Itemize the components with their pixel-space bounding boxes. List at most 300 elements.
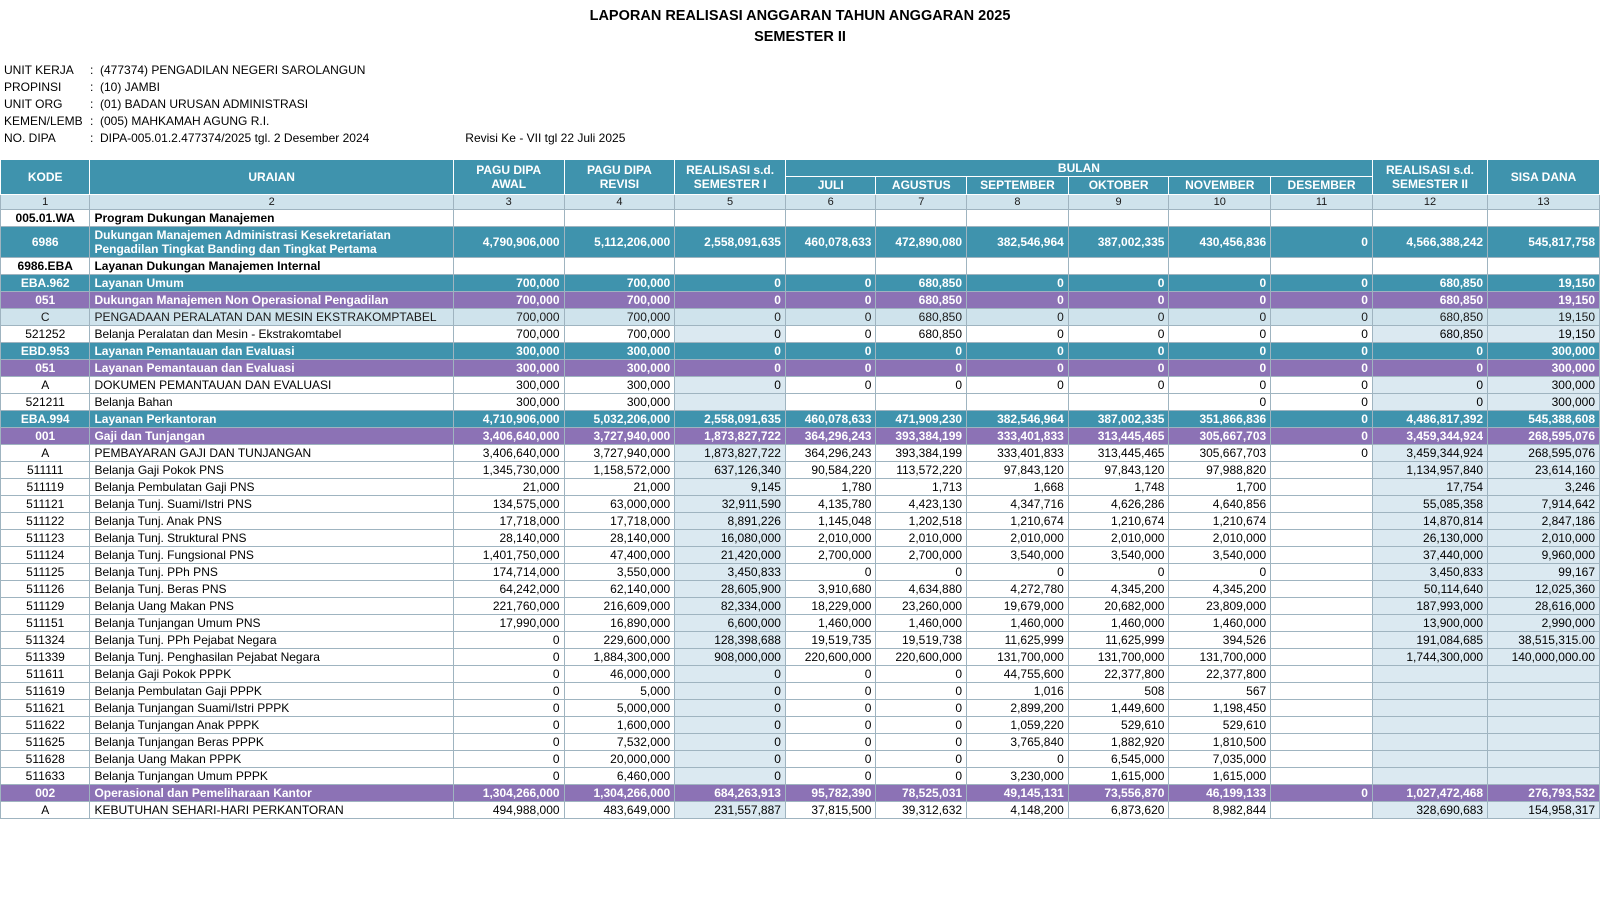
meta-value-unit-org: (01) BADAN URUSAN ADMINISTRASI bbox=[100, 97, 309, 112]
colnum-7: 7 bbox=[876, 194, 967, 210]
cell-col-10: 0 bbox=[1169, 343, 1271, 360]
cell-kode: 6986 bbox=[1, 227, 90, 258]
colnum-1: 1 bbox=[1, 194, 90, 210]
cell-col-3: 0 bbox=[453, 700, 564, 717]
cell-col-6: 0 bbox=[785, 683, 876, 700]
cell-col-11 bbox=[1271, 768, 1373, 785]
cell-col-10: 0 bbox=[1169, 377, 1271, 394]
cell-col-11: 0 bbox=[1271, 428, 1373, 445]
cell-col-9: 97,843,120 bbox=[1068, 462, 1169, 479]
cell-col-4: 5,000,000 bbox=[564, 700, 675, 717]
cell-col-7: 0 bbox=[876, 377, 967, 394]
cell-col-9: 0 bbox=[1068, 564, 1169, 581]
th-kode: KODE bbox=[1, 160, 90, 194]
cell-col-12 bbox=[1372, 700, 1487, 717]
table-row bbox=[1, 275, 1600, 292]
cell-col-12: 1,027,472,468 bbox=[1372, 785, 1487, 802]
cell-col-9: 1,460,000 bbox=[1068, 615, 1169, 632]
cell-col-5 bbox=[675, 258, 786, 275]
cell-uraian: Layanan Perkantoran bbox=[90, 411, 453, 428]
cell-col-9: 1,882,920 bbox=[1068, 734, 1169, 751]
cell-col-3 bbox=[453, 258, 564, 275]
table-row bbox=[1, 462, 1600, 479]
cell-col-6: 1,460,000 bbox=[785, 615, 876, 632]
colnum-11: 11 bbox=[1271, 194, 1373, 210]
meta-value-revisi: Revisi Ke - VII tgl 22 Juli 2025 bbox=[465, 131, 626, 146]
cell-col-5: 637,126,340 bbox=[675, 462, 786, 479]
cell-kode: 511124 bbox=[1, 547, 90, 564]
cell-uraian: Belanja Gaji Pokok PPPK bbox=[90, 666, 453, 683]
cell-col-6: 364,296,243 bbox=[785, 445, 876, 462]
cell-col-3: 300,000 bbox=[453, 360, 564, 377]
cell-kode: 001 bbox=[1, 428, 90, 445]
cell-kode: 511633 bbox=[1, 768, 90, 785]
cell-col-11 bbox=[1271, 496, 1373, 513]
th-oktober: OKTOBER bbox=[1068, 177, 1169, 194]
cell-col-11 bbox=[1271, 479, 1373, 496]
cell-col-10: 1,198,450 bbox=[1169, 700, 1271, 717]
cell-col-7: 680,850 bbox=[876, 292, 967, 309]
cell-col-13: 19,150 bbox=[1488, 292, 1600, 309]
th-juli: JULI bbox=[785, 177, 876, 194]
cell-col-4: 62,140,000 bbox=[564, 581, 675, 598]
cell-uraian: Program Dukungan Manajemen bbox=[90, 210, 453, 227]
cell-col-13: 300,000 bbox=[1488, 377, 1600, 394]
cell-kode: 511339 bbox=[1, 649, 90, 666]
cell-col-7 bbox=[876, 258, 967, 275]
cell-col-6: 4,135,780 bbox=[785, 496, 876, 513]
cell-col-6: 0 bbox=[785, 734, 876, 751]
cell-col-8: 11,625,999 bbox=[967, 632, 1069, 649]
cell-col-13: 2,990,000 bbox=[1488, 615, 1600, 632]
cell-uraian: PEMBAYARAN GAJI DAN TUNJANGAN bbox=[90, 445, 453, 462]
cell-col-5: 32,911,590 bbox=[675, 496, 786, 513]
cell-col-4: 3,727,940,000 bbox=[564, 428, 675, 445]
cell-col-13: 268,595,076 bbox=[1488, 428, 1600, 445]
cell-col-11 bbox=[1271, 649, 1373, 666]
cell-col-12: 55,085,358 bbox=[1372, 496, 1487, 513]
cell-uraian: Belanja Uang Makan PPPK bbox=[90, 751, 453, 768]
cell-col-13: 545,817,758 bbox=[1488, 227, 1600, 258]
cell-col-4: 63,000,000 bbox=[564, 496, 675, 513]
cell-uraian: Belanja Uang Makan PNS bbox=[90, 598, 453, 615]
cell-col-12 bbox=[1372, 751, 1487, 768]
table-row bbox=[1, 632, 1600, 649]
table-row bbox=[1, 445, 1600, 462]
cell-col-7: 1,460,000 bbox=[876, 615, 967, 632]
cell-col-10: 0 bbox=[1169, 275, 1271, 292]
cell-col-3: 1,401,750,000 bbox=[453, 547, 564, 564]
cell-col-3: 300,000 bbox=[453, 394, 564, 411]
cell-col-9: 0 bbox=[1068, 360, 1169, 377]
cell-col-10: 1,700 bbox=[1169, 479, 1271, 496]
cell-col-5: 8,891,226 bbox=[675, 513, 786, 530]
cell-col-5: 0 bbox=[675, 734, 786, 751]
cell-kode: 005.01.WA bbox=[1, 210, 90, 227]
cell-col-11: 0 bbox=[1271, 785, 1373, 802]
cell-kode: 511111 bbox=[1, 462, 90, 479]
cell-kode: 511611 bbox=[1, 666, 90, 683]
cell-col-10: 305,667,703 bbox=[1169, 428, 1271, 445]
cell-col-10: 4,345,200 bbox=[1169, 581, 1271, 598]
cell-col-4: 483,649,000 bbox=[564, 802, 675, 819]
cell-col-6: 0 bbox=[785, 751, 876, 768]
cell-col-12: 3,459,344,924 bbox=[1372, 445, 1487, 462]
cell-col-10: 131,700,000 bbox=[1169, 649, 1271, 666]
cell-col-12: 1,744,300,000 bbox=[1372, 649, 1487, 666]
cell-col-12: 328,690,683 bbox=[1372, 802, 1487, 819]
cell-col-6: 0 bbox=[785, 309, 876, 326]
cell-col-9: 0 bbox=[1068, 343, 1169, 360]
cell-kode: EBA.962 bbox=[1, 275, 90, 292]
cell-col-8: 0 bbox=[967, 564, 1069, 581]
cell-col-4 bbox=[564, 210, 675, 227]
cell-col-5: 231,557,887 bbox=[675, 802, 786, 819]
table-row bbox=[1, 394, 1600, 411]
cell-col-3: 0 bbox=[453, 768, 564, 785]
cell-col-4 bbox=[564, 258, 675, 275]
cell-col-10: 4,640,856 bbox=[1169, 496, 1271, 513]
cell-col-12 bbox=[1372, 768, 1487, 785]
cell-col-9: 22,377,800 bbox=[1068, 666, 1169, 683]
report-title-line1: LAPORAN REALISASI ANGGARAN TAHUN ANGGARAN 2025 bbox=[589, 8, 1011, 24]
cell-col-9: 313,445,465 bbox=[1068, 445, 1169, 462]
cell-col-7: 19,519,738 bbox=[876, 632, 967, 649]
cell-col-11: 0 bbox=[1271, 343, 1373, 360]
header-row-numbers bbox=[1, 194, 1600, 210]
cell-kode: 521252 bbox=[1, 326, 90, 343]
cell-col-12 bbox=[1372, 210, 1487, 227]
cell-col-9: 11,625,999 bbox=[1068, 632, 1169, 649]
cell-col-12 bbox=[1372, 683, 1487, 700]
cell-col-11 bbox=[1271, 564, 1373, 581]
table-row bbox=[1, 428, 1600, 445]
cell-col-6: 90,584,220 bbox=[785, 462, 876, 479]
cell-col-7: 0 bbox=[876, 343, 967, 360]
th-september: SEPTEMBER bbox=[967, 177, 1069, 194]
meta-sep-2: : bbox=[90, 97, 94, 112]
cell-col-11: 0 bbox=[1271, 445, 1373, 462]
cell-col-6 bbox=[785, 394, 876, 411]
cell-col-5: 0 bbox=[675, 768, 786, 785]
cell-kode: 511621 bbox=[1, 700, 90, 717]
colnum-9: 9 bbox=[1068, 194, 1169, 210]
cell-col-12: 37,440,000 bbox=[1372, 547, 1487, 564]
cell-col-13: 19,150 bbox=[1488, 275, 1600, 292]
cell-col-3: 28,140,000 bbox=[453, 530, 564, 547]
cell-col-5: 16,080,000 bbox=[675, 530, 786, 547]
cell-col-8: 333,401,833 bbox=[967, 428, 1069, 445]
cell-col-4: 47,400,000 bbox=[564, 547, 675, 564]
table-row bbox=[1, 615, 1600, 632]
cell-col-10: 0 bbox=[1169, 564, 1271, 581]
cell-col-10: 1,460,000 bbox=[1169, 615, 1271, 632]
cell-col-13: 12,025,360 bbox=[1488, 581, 1600, 598]
cell-col-8: 0 bbox=[967, 292, 1069, 309]
cell-col-4: 700,000 bbox=[564, 292, 675, 309]
cell-col-6: 19,519,735 bbox=[785, 632, 876, 649]
cell-col-8: 0 bbox=[967, 751, 1069, 768]
cell-col-4: 20,000,000 bbox=[564, 751, 675, 768]
colnum-2: 2 bbox=[90, 194, 453, 210]
cell-col-13: 300,000 bbox=[1488, 394, 1600, 411]
cell-col-3: 700,000 bbox=[453, 275, 564, 292]
cell-col-10: 1,810,500 bbox=[1169, 734, 1271, 751]
cell-uraian: DOKUMEN PEMANTAUAN DAN EVALUASI bbox=[90, 377, 453, 394]
cell-col-5 bbox=[675, 394, 786, 411]
cell-col-10: 0 bbox=[1169, 394, 1271, 411]
cell-col-9: 1,748 bbox=[1068, 479, 1169, 496]
cell-kode: 511151 bbox=[1, 615, 90, 632]
cell-col-11 bbox=[1271, 632, 1373, 649]
cell-col-6: 1,145,048 bbox=[785, 513, 876, 530]
cell-col-7: 2,010,000 bbox=[876, 530, 967, 547]
table-row bbox=[1, 227, 1600, 258]
cell-col-11 bbox=[1271, 717, 1373, 734]
colnum-12: 12 bbox=[1372, 194, 1487, 210]
cell-col-6: 2,700,000 bbox=[785, 547, 876, 564]
cell-col-10: 2,010,000 bbox=[1169, 530, 1271, 547]
cell-uraian: PENGADAAN PERALATAN DAN MESIN EKSTRAKOMPTABEL bbox=[90, 309, 453, 326]
cell-col-3: 64,242,000 bbox=[453, 581, 564, 598]
cell-col-10: 23,809,000 bbox=[1169, 598, 1271, 615]
cell-col-6: 0 bbox=[785, 275, 876, 292]
realisasi-anggaran-table bbox=[0, 159, 1600, 819]
table-row bbox=[1, 292, 1600, 309]
cell-col-3: 3,406,640,000 bbox=[453, 445, 564, 462]
cell-col-9: 1,449,600 bbox=[1068, 700, 1169, 717]
cell-kode: 511125 bbox=[1, 564, 90, 581]
cell-col-10: 8,982,844 bbox=[1169, 802, 1271, 819]
th-realisasi-semester-1: REALISASI s.d. SEMESTER I bbox=[675, 160, 786, 194]
cell-col-5: 28,605,900 bbox=[675, 581, 786, 598]
cell-col-9: 20,682,000 bbox=[1068, 598, 1169, 615]
table-row bbox=[1, 411, 1600, 428]
cell-col-12 bbox=[1372, 734, 1487, 751]
cell-col-4: 1,304,266,000 bbox=[564, 785, 675, 802]
cell-col-7: 393,384,199 bbox=[876, 445, 967, 462]
cell-col-10: 3,540,000 bbox=[1169, 547, 1271, 564]
report-title-line2: SEMESTER II bbox=[754, 29, 846, 46]
cell-uraian: Layanan Dukungan Manajemen Internal bbox=[90, 258, 453, 275]
cell-col-7: 4,423,130 bbox=[876, 496, 967, 513]
cell-col-12 bbox=[1372, 258, 1487, 275]
cell-kode: 511324 bbox=[1, 632, 90, 649]
cell-uraian: Layanan Umum bbox=[90, 275, 453, 292]
cell-kode: A bbox=[1, 377, 90, 394]
cell-col-6: 0 bbox=[785, 343, 876, 360]
cell-col-12: 17,754 bbox=[1372, 479, 1487, 496]
cell-col-8: 0 bbox=[967, 326, 1069, 343]
cell-col-8: 19,679,000 bbox=[967, 598, 1069, 615]
cell-col-12: 680,850 bbox=[1372, 309, 1487, 326]
cell-col-3: 3,406,640,000 bbox=[453, 428, 564, 445]
cell-uraian: Belanja Tunj. PPh Pejabat Negara bbox=[90, 632, 453, 649]
cell-col-7: 39,312,632 bbox=[876, 802, 967, 819]
cell-col-13: 9,960,000 bbox=[1488, 547, 1600, 564]
cell-col-6: 220,600,000 bbox=[785, 649, 876, 666]
cell-col-6: 0 bbox=[785, 292, 876, 309]
cell-col-13 bbox=[1488, 700, 1600, 717]
table-row bbox=[1, 530, 1600, 547]
cell-col-9: 0 bbox=[1068, 292, 1169, 309]
cell-col-6: 1,780 bbox=[785, 479, 876, 496]
cell-col-9: 0 bbox=[1068, 326, 1169, 343]
cell-col-13 bbox=[1488, 210, 1600, 227]
cell-col-13 bbox=[1488, 717, 1600, 734]
table-row bbox=[1, 768, 1600, 785]
cell-col-11 bbox=[1271, 258, 1373, 275]
cell-kode: 002 bbox=[1, 785, 90, 802]
cell-kode: C bbox=[1, 309, 90, 326]
cell-col-13 bbox=[1488, 666, 1600, 683]
cell-col-6 bbox=[785, 258, 876, 275]
cell-col-13: 300,000 bbox=[1488, 360, 1600, 377]
cell-col-12: 0 bbox=[1372, 377, 1487, 394]
cell-col-13: 38,515,315.00 bbox=[1488, 632, 1600, 649]
cell-col-7: 0 bbox=[876, 666, 967, 683]
cell-col-3: 700,000 bbox=[453, 309, 564, 326]
th-realisasi-semester-2: REALISASI s.d. SEMESTER II bbox=[1372, 160, 1487, 194]
table-row bbox=[1, 598, 1600, 615]
cell-col-12: 4,486,817,392 bbox=[1372, 411, 1487, 428]
cell-uraian: Belanja Tunj. Anak PNS bbox=[90, 513, 453, 530]
cell-uraian: Belanja Tunjangan Beras PPPK bbox=[90, 734, 453, 751]
cell-col-13 bbox=[1488, 768, 1600, 785]
table-row bbox=[1, 210, 1600, 227]
cell-col-5: 0 bbox=[675, 292, 786, 309]
cell-col-5: 0 bbox=[675, 275, 786, 292]
cell-col-7: 393,384,199 bbox=[876, 428, 967, 445]
cell-col-11 bbox=[1271, 462, 1373, 479]
table-row bbox=[1, 581, 1600, 598]
colnum-3: 3 bbox=[453, 194, 564, 210]
cell-col-9: 0 bbox=[1068, 377, 1169, 394]
cell-col-4: 17,718,000 bbox=[564, 513, 675, 530]
cell-kode: 511126 bbox=[1, 581, 90, 598]
cell-col-10: 430,456,836 bbox=[1169, 227, 1271, 258]
cell-col-4: 1,600,000 bbox=[564, 717, 675, 734]
cell-col-12: 13,900,000 bbox=[1372, 615, 1487, 632]
cell-col-3: 0 bbox=[453, 683, 564, 700]
cell-col-5: 1,873,827,722 bbox=[675, 445, 786, 462]
cell-col-8: 2,899,200 bbox=[967, 700, 1069, 717]
cell-col-7: 0 bbox=[876, 700, 967, 717]
cell-col-3: 0 bbox=[453, 717, 564, 734]
meta-row-propinsi bbox=[4, 79, 1600, 96]
cell-col-5: 0 bbox=[675, 343, 786, 360]
cell-col-11 bbox=[1271, 683, 1373, 700]
table-row bbox=[1, 377, 1600, 394]
cell-col-13: 268,595,076 bbox=[1488, 445, 1600, 462]
cell-col-5: 21,420,000 bbox=[675, 547, 786, 564]
cell-col-11: 0 bbox=[1271, 360, 1373, 377]
cell-kode: 051 bbox=[1, 360, 90, 377]
cell-col-9: 4,626,286 bbox=[1068, 496, 1169, 513]
report-title bbox=[0, 6, 1600, 48]
cell-col-11 bbox=[1271, 547, 1373, 564]
cell-uraian: KEBUTUHAN SEHARI-HARI PERKANTORAN bbox=[90, 802, 453, 819]
cell-col-11: 0 bbox=[1271, 326, 1373, 343]
cell-col-13: 19,150 bbox=[1488, 326, 1600, 343]
cell-col-8: 333,401,833 bbox=[967, 445, 1069, 462]
cell-col-9: 131,700,000 bbox=[1068, 649, 1169, 666]
cell-col-4: 300,000 bbox=[564, 394, 675, 411]
table-row bbox=[1, 649, 1600, 666]
cell-col-7: 680,850 bbox=[876, 309, 967, 326]
cell-col-3: 21,000 bbox=[453, 479, 564, 496]
cell-col-3: 1,304,266,000 bbox=[453, 785, 564, 802]
cell-col-11 bbox=[1271, 581, 1373, 598]
cell-col-3: 494,988,000 bbox=[453, 802, 564, 819]
colnum-8: 8 bbox=[967, 194, 1069, 210]
cell-col-3: 134,575,000 bbox=[453, 496, 564, 513]
meta-row-unit-org bbox=[4, 96, 1600, 113]
cell-col-11 bbox=[1271, 734, 1373, 751]
cell-col-4: 700,000 bbox=[564, 309, 675, 326]
cell-col-5: 82,334,000 bbox=[675, 598, 786, 615]
table-row bbox=[1, 496, 1600, 513]
table-row bbox=[1, 683, 1600, 700]
cell-col-7: 472,890,080 bbox=[876, 227, 967, 258]
cell-col-11: 0 bbox=[1271, 309, 1373, 326]
cell-col-3: 17,718,000 bbox=[453, 513, 564, 530]
cell-uraian: Belanja Tunjangan Umum PNS bbox=[90, 615, 453, 632]
table-row bbox=[1, 326, 1600, 343]
cell-col-4: 5,000 bbox=[564, 683, 675, 700]
cell-col-11 bbox=[1271, 700, 1373, 717]
cell-col-13 bbox=[1488, 683, 1600, 700]
cell-uraian: Belanja Tunjangan Anak PPPK bbox=[90, 717, 453, 734]
cell-uraian: Belanja Tunj. Penghasilan Pejabat Negara bbox=[90, 649, 453, 666]
cell-col-5: 0 bbox=[675, 751, 786, 768]
cell-col-10: 567 bbox=[1169, 683, 1271, 700]
cell-col-4: 5,032,206,000 bbox=[564, 411, 675, 428]
cell-kode: 511119 bbox=[1, 479, 90, 496]
cell-col-7: 4,634,880 bbox=[876, 581, 967, 598]
report-page bbox=[0, 6, 1600, 819]
cell-col-9: 1,615,000 bbox=[1068, 768, 1169, 785]
cell-col-10: 1,615,000 bbox=[1169, 768, 1271, 785]
cell-col-6: 95,782,390 bbox=[785, 785, 876, 802]
cell-col-6: 460,078,633 bbox=[785, 411, 876, 428]
cell-col-12: 191,084,685 bbox=[1372, 632, 1487, 649]
cell-uraian: Dukungan Manajemen Non Operasional Pengadilan bbox=[90, 292, 453, 309]
cell-col-11 bbox=[1271, 751, 1373, 768]
colnum-4: 4 bbox=[564, 194, 675, 210]
cell-col-4: 16,890,000 bbox=[564, 615, 675, 632]
cell-col-12 bbox=[1372, 717, 1487, 734]
cell-col-8: 0 bbox=[967, 360, 1069, 377]
meta-sep-1: : bbox=[90, 80, 94, 95]
table-row bbox=[1, 666, 1600, 683]
cell-col-11: 0 bbox=[1271, 292, 1373, 309]
cell-col-13: 99,167 bbox=[1488, 564, 1600, 581]
cell-col-8: 97,843,120 bbox=[967, 462, 1069, 479]
cell-col-4: 229,600,000 bbox=[564, 632, 675, 649]
cell-col-4: 7,532,000 bbox=[564, 734, 675, 751]
cell-col-8: 0 bbox=[967, 275, 1069, 292]
cell-col-3: 174,714,000 bbox=[453, 564, 564, 581]
cell-col-8: 1,016 bbox=[967, 683, 1069, 700]
cell-col-5: 2,558,091,635 bbox=[675, 411, 786, 428]
cell-col-4: 46,000,000 bbox=[564, 666, 675, 683]
cell-uraian: Belanja Pembulatan Gaji PPPK bbox=[90, 683, 453, 700]
cell-col-9: 313,445,465 bbox=[1068, 428, 1169, 445]
table-row bbox=[1, 785, 1600, 802]
cell-col-13: 7,914,642 bbox=[1488, 496, 1600, 513]
cell-col-9: 3,540,000 bbox=[1068, 547, 1169, 564]
